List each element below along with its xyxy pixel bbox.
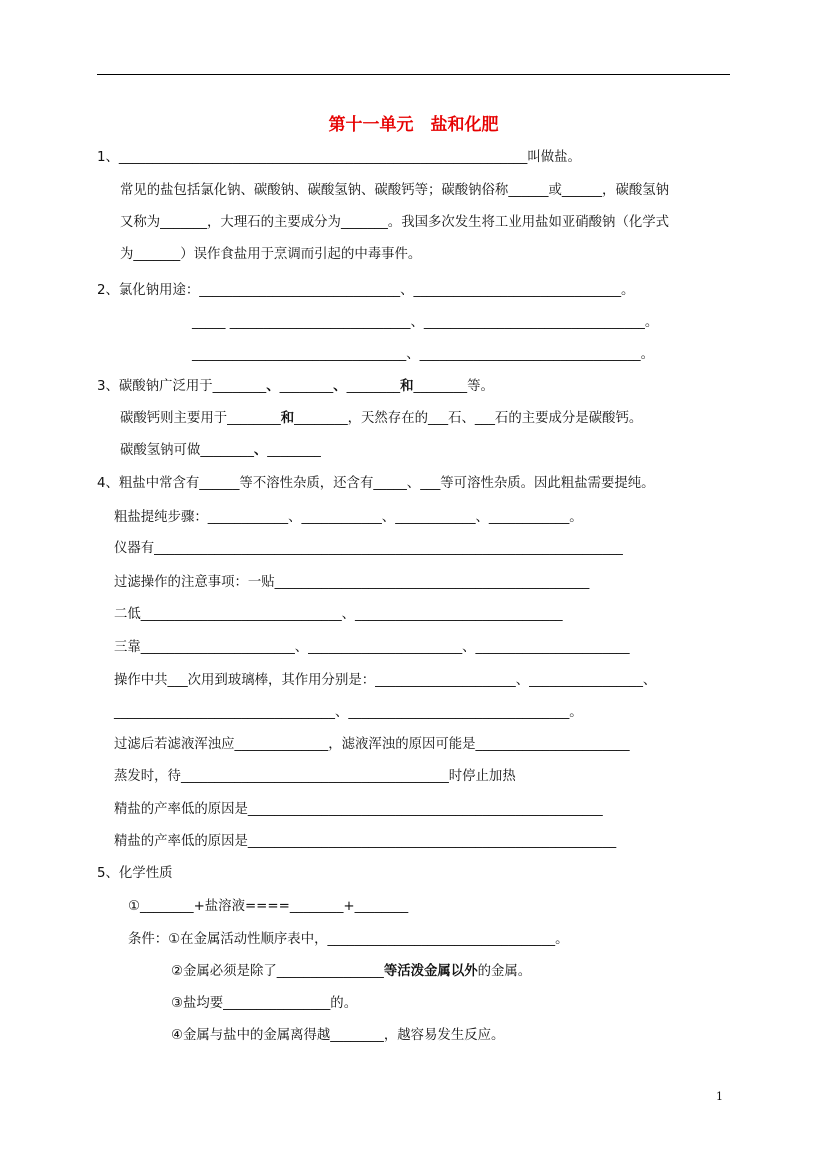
q4-evaporate: 蒸发时，待________________________________________时停止加热 — [114, 769, 516, 784]
q4-low-yield-2: 精盐的产率低的原因是_______________________________________________________ — [114, 834, 617, 849]
q4-three-lean: 三靠_______________________、_______________________、_______________________ — [114, 640, 630, 655]
q1-line-4: 为_______）误作食盐用于烹调而引起的中毒事件。 — [120, 247, 422, 262]
q3-line-3: 碳酸氢钠可做________、________ — [120, 443, 321, 458]
q4-low-yield-1: 精盐的产率低的原因是_____________________________________________________ — [114, 802, 603, 817]
q1-line-2: 常见的盐包括氯化钠、碳酸钠、碳酸氢钠、碳酸钙等；碳酸钠俗称______或______，碳酸氢钠 — [120, 183, 670, 198]
q4-line-1: 4、粗盐中常含有______等不溶性杂质，还含有_____、___等可溶性杂质。因此粗盐需要提纯。 — [97, 476, 655, 491]
q4-instruments: 仪器有______________________________________________________________________ — [114, 541, 623, 556]
q5-reaction: ①________+盐溶液====________+________ — [128, 899, 409, 914]
q4-filter-notes: 过滤操作的注意事项：一贴_______________________________________________ — [114, 575, 590, 590]
q5-condition-4: ④金属与盐中的金属离得越________，越容易发生反应。 — [171, 1028, 505, 1043]
q5-condition-1: 条件：①在金属活动性顺序表中，__________________________________。 — [128, 932, 569, 947]
q5-condition-2: ②金属必须是除了________________等活泼金属以外的金属。 — [171, 964, 532, 979]
header-rule — [97, 74, 730, 75]
q2-line-2: _____ ___________________________、_________________________________。 — [192, 315, 659, 330]
q4-turbid: 过滤后若滤液浑浊应______________，滤液浑浊的原因可能是_______________________ — [114, 737, 630, 752]
page-number: 1 — [716, 1090, 723, 1103]
q3-line-1: 3、碳酸钠广泛用于________、________、________和________等。 — [97, 379, 494, 394]
q4-glass-rod-cont: _________________________________、_________________________________。 — [114, 705, 583, 720]
q1-line-1: 1、_____________________________________________________________叫做盐。 — [97, 150, 581, 165]
q3-line-2: 碳酸钙则主要用于________和________，天然存在的___石、___石的主要成分是碳酸钙。 — [120, 411, 643, 426]
q5-condition-3: ③盐均要________________的。 — [171, 996, 358, 1011]
q4-glass-rod: 操作中共___次用到玻璃棒，其作用分别是：_____________________、_________________、 — [114, 673, 657, 688]
page-title: 第十一单元 盐和化肥 — [328, 115, 499, 135]
q1-line-3: 又称为_______，大理石的主要成分为_______。我国多次发生将工业用盐如亚硝酸钠（化学式 — [120, 215, 670, 230]
q2-line-3: ________________________________、_________________________________。 — [192, 347, 654, 362]
q5-heading: 5、化学性质 — [97, 866, 173, 881]
q2-line-1: 2、氯化钠用途：______________________________、_______________________________。 — [97, 283, 635, 298]
q4-purify-steps: 粗盐提纯步骤：____________、____________、____________、____________。 — [114, 510, 583, 525]
q4-two-low: 二低______________________________、_______________________________ — [114, 607, 563, 622]
